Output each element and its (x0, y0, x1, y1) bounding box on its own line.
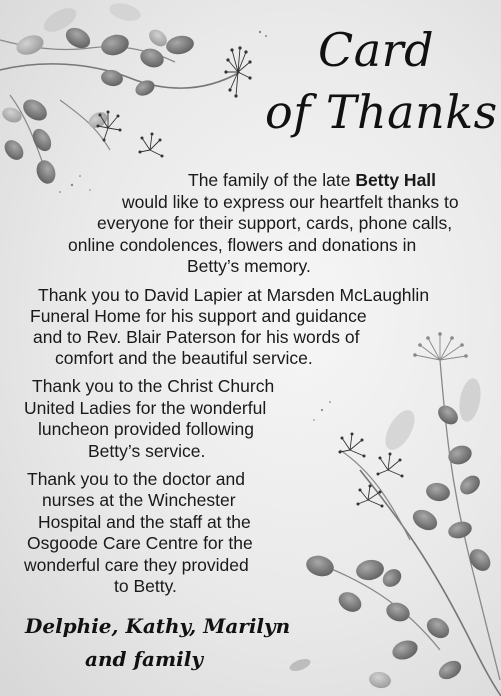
paragraph-1-line-3: everyone for their support, cards, phone calls, (97, 213, 453, 233)
deceased-name: Betty Hall (355, 170, 437, 190)
paragraph-1-line-4: online condolences, flowers and donations in (68, 235, 417, 255)
paragraph-1-prefix: The family of the late (188, 170, 356, 190)
paragraph-2-line-1: Thank you to David Lapier at Marsden McLaughlin (38, 285, 430, 305)
paragraph-3-line-4: Betty’s service. (88, 441, 206, 461)
paragraph-4-line-2: nurses at the Winchester (42, 490, 236, 510)
paragraph-1-line-2: would like to express our heartfelt thanks to (122, 192, 459, 212)
paragraph-3-line-1: Thank you to the Christ Church (32, 376, 275, 396)
title-line-2: of Thanks (265, 85, 498, 139)
paragraph-3-line-2: United Ladies for the wonderful (24, 398, 267, 418)
signature-family: and family (85, 647, 203, 671)
paragraph-4-line-1: Thank you to the doctor and (27, 469, 245, 489)
paragraph-1-line-1 (188, 170, 436, 191)
paragraph-4-line-3: Hospital and the staff at the (38, 512, 251, 532)
title-line-1: Card (318, 23, 435, 77)
leaf-branch-top-left-icon (0, 0, 252, 193)
paragraph-4-line-6: to Betty. (114, 576, 177, 596)
paragraph-3-line-3: luncheon provided following (38, 419, 254, 439)
paragraph-1-line-5: Betty’s memory. (187, 256, 311, 276)
paragraph-2-line-3: and to Rev. Blair Paterson for his words of (33, 327, 360, 347)
paragraph-2-line-4: comfort and the beautiful service. (55, 348, 313, 368)
paragraph-4-line-4: Osgoode Care Centre for the (27, 533, 253, 553)
paragraph-4-line-5: wonderful care they provided (24, 555, 249, 575)
paragraph-2-line-2: Funeral Home for his support and guidance (30, 306, 367, 326)
signature-names: Delphie, Kathy, Marilyn (25, 614, 291, 638)
